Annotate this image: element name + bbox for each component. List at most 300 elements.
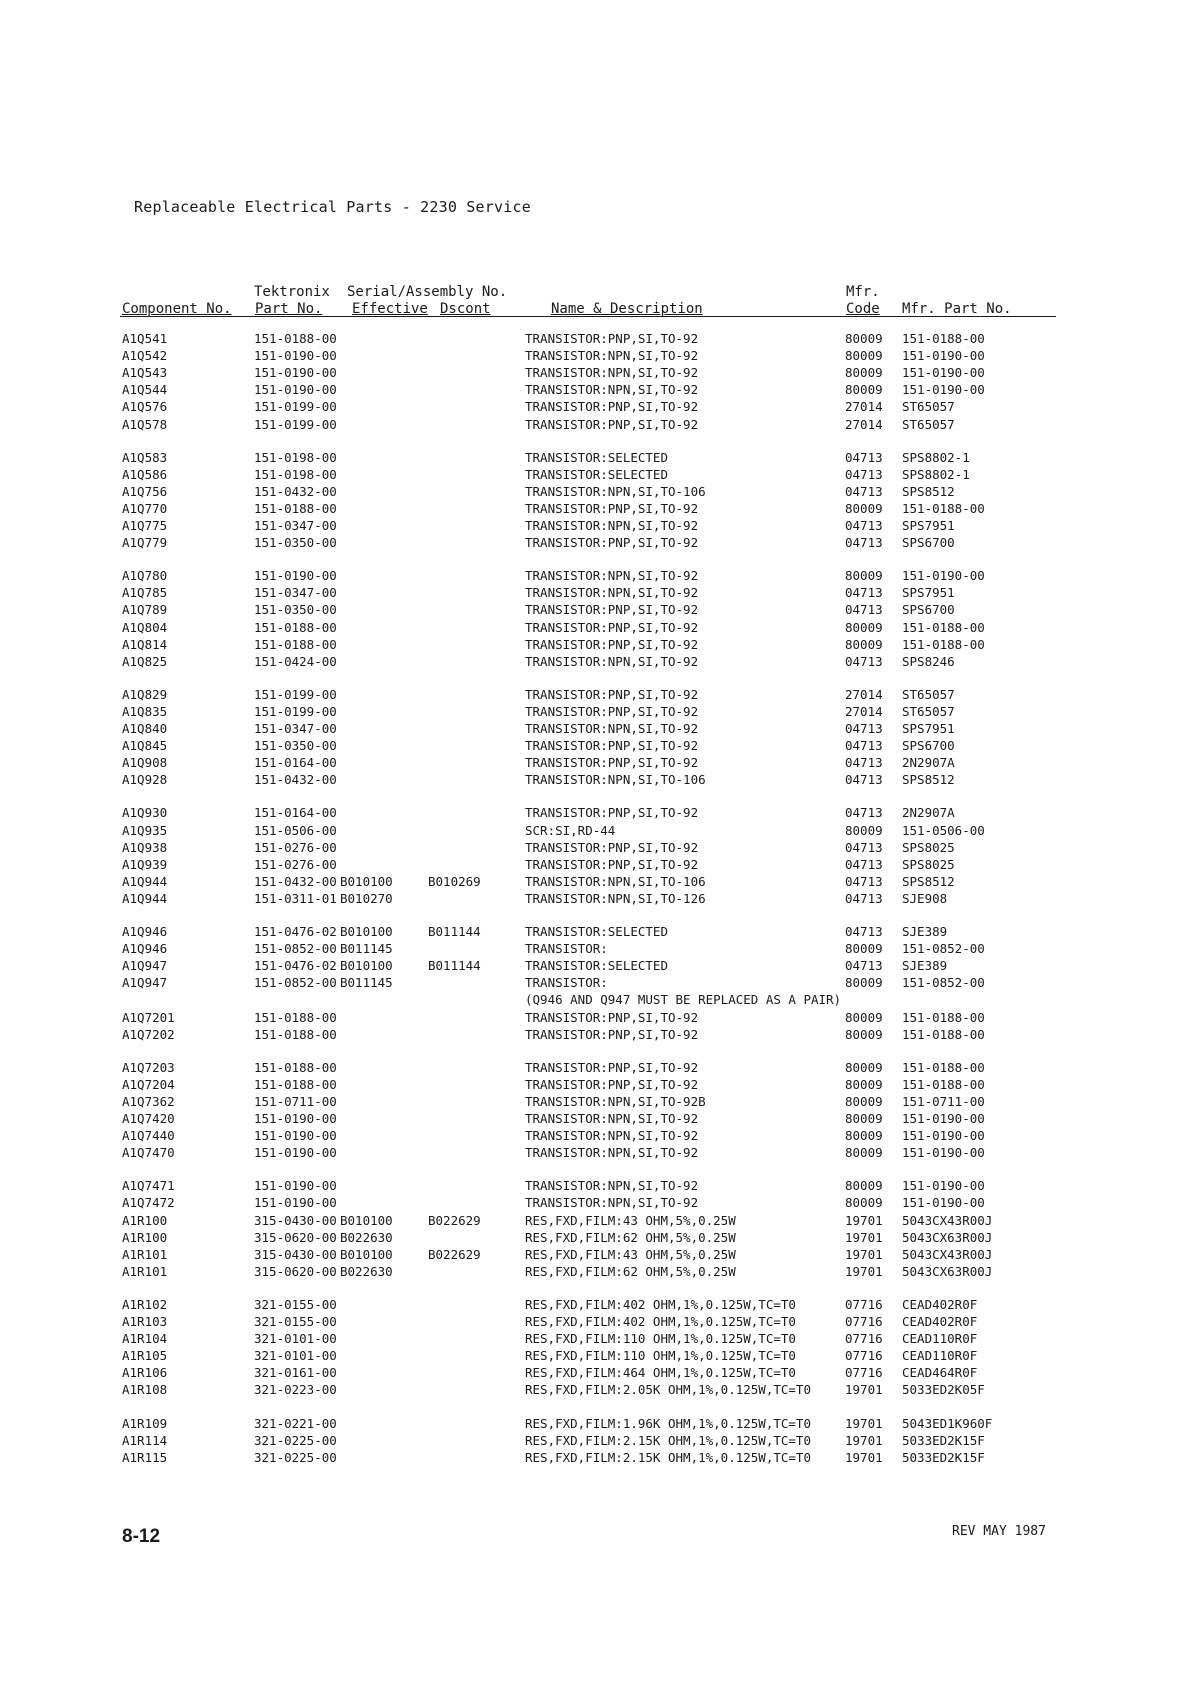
cell-mfr-code: 80009 (845, 1128, 883, 1144)
cell-part-no: 151-0190-00 (254, 348, 337, 364)
cell-mfr-code: 07716 (845, 1314, 883, 1329)
cell-description: TRANSISTOR:PNP,SI,TO-92 (525, 1026, 699, 1042)
cell-part-no: 151-0190-00 (254, 1178, 337, 1194)
cell-component-no: A1Q7203 (122, 1059, 175, 1075)
cell-description: TRANSISTOR:PNP,SI,TO-92 (525, 602, 699, 618)
cell-mfr-part-no: SPS8025 (902, 839, 955, 855)
cell-mfr-part-no: SPS6700 (902, 535, 955, 551)
table-row (0, 1347, 1190, 1364)
cell-component-no: A1R101 (122, 1246, 168, 1262)
cell-description: TRANSISTOR:NPN,SI,TO-92 (525, 1178, 699, 1194)
cell-part-no: 151-0190-00 (254, 1145, 337, 1161)
cell-description: RES,FXD,FILM:110 OHM,1%,0.125W,TC=T0 (525, 1331, 796, 1347)
cell-mfr-code: 04713 (845, 890, 883, 906)
cell-discontinued-serial: B022629 (428, 1212, 481, 1228)
header-code: Code (846, 301, 880, 317)
cell-part-no: 321-0225-00 (254, 1449, 337, 1465)
cell-part-no: 315-0620-00 (254, 1229, 337, 1245)
cell-component-no: A1Q944 (122, 873, 168, 889)
table-row (0, 601, 1190, 618)
cell-description: TRANSISTOR:PNP,SI,TO-92 (525, 703, 699, 719)
table-row (0, 584, 1190, 601)
cell-mfr-part-no: 151-0190-00 (902, 365, 985, 381)
table-row (0, 1381, 1190, 1398)
cell-part-no: 151-0432-00 (254, 873, 337, 889)
table-row (0, 1059, 1190, 1076)
table-row (0, 940, 1190, 957)
cell-mfr-part-no: ST65057 (902, 686, 955, 702)
table-row (0, 873, 1190, 890)
cell-part-no: 151-0199-00 (254, 399, 337, 415)
cell-mfr-code: 80009 (845, 365, 883, 381)
header-mfr: Mfr. (846, 284, 880, 300)
cell-part-no: 151-0190-00 (254, 1195, 337, 1211)
table-row (0, 1364, 1190, 1381)
cell-mfr-code: 27014 (845, 399, 883, 415)
cell-mfr-code: 80009 (845, 1178, 883, 1194)
cell-discontinued-serial: B010269 (428, 873, 481, 889)
cell-component-no: A1R106 (122, 1365, 168, 1381)
table-row (0, 1415, 1190, 1432)
cell-mfr-code: 80009 (845, 568, 883, 584)
cell-description: TRANSISTOR:PNP,SI,TO-92 (525, 738, 699, 754)
cell-component-no: A1Q541 (122, 331, 168, 346)
cell-component-no: A1Q7470 (122, 1145, 175, 1161)
table-row (0, 1110, 1190, 1127)
header-name-description: Name & Description (551, 301, 703, 317)
cell-mfr-code: 80009 (845, 1195, 883, 1211)
header-effective: Effective (352, 301, 428, 317)
cell-mfr-part-no: 2N2907A (902, 805, 955, 821)
cell-mfr-code: 80009 (845, 1059, 883, 1075)
cell-component-no: A1Q7440 (122, 1128, 175, 1144)
cell-mfr-part-no: 2N2907A (902, 755, 955, 771)
cell-description: TRANSISTOR:NPN,SI,TO-92 (525, 585, 699, 601)
cell-description: TRANSISTOR:NPN,SI,TO-106 (525, 772, 706, 788)
cell-part-no: 321-0223-00 (254, 1382, 337, 1398)
table-row (0, 771, 1190, 788)
table-row (0, 1093, 1190, 1110)
cell-description: TRANSISTOR:PNP,SI,TO-92 (525, 636, 699, 652)
table-row (0, 923, 1190, 940)
cell-mfr-part-no: SPS8512 (902, 483, 955, 499)
cell-mfr-code: 04713 (845, 585, 883, 601)
table-row (0, 1246, 1190, 1263)
table-row (0, 822, 1190, 839)
cell-mfr-part-no: 151-0190-00 (902, 1178, 985, 1194)
table-row (0, 754, 1190, 771)
cell-description: TRANSISTOR:NPN,SI,TO-106 (525, 873, 706, 889)
table-row (0, 636, 1190, 653)
cell-part-no: 151-0852-00 (254, 975, 337, 991)
cell-mfr-part-no: 151-0190-00 (902, 1128, 985, 1144)
cell-component-no: A1Q789 (122, 602, 168, 618)
cell-mfr-part-no: SPS8802-1 (902, 449, 970, 465)
cell-mfr-part-no: SPS7951 (902, 518, 955, 533)
cell-effective-serial: B010100 (340, 924, 393, 939)
cell-component-no: A1Q946 (122, 924, 168, 939)
cell-mfr-part-no: CEAD464R0F (902, 1365, 978, 1381)
cell-mfr-part-no: SPS8512 (902, 873, 955, 889)
cell-description: TRANSISTOR:NPN,SI,TO-92 (525, 518, 699, 533)
cell-part-no: 151-0199-00 (254, 416, 337, 432)
cell-mfr-part-no: 5043CX63R00J (902, 1263, 993, 1279)
cell-effective-serial: B010100 (340, 873, 393, 889)
table-row (0, 1296, 1190, 1313)
cell-part-no: 151-0188-00 (254, 331, 337, 346)
cell-mfr-part-no: 151-0188-00 (902, 1026, 985, 1042)
cell-description: TRANSISTOR:NPN,SI,TO-92 (525, 348, 699, 364)
cell-description: TRANSISTOR:NPN,SI,TO-92 (525, 653, 699, 669)
cell-mfr-code: 07716 (845, 1365, 883, 1381)
cell-mfr-code: 27014 (845, 416, 883, 432)
cell-part-no: 151-0188-00 (254, 500, 337, 516)
cell-mfr-code: 80009 (845, 382, 883, 398)
cell-component-no: A1Q7202 (122, 1026, 175, 1042)
table-row (0, 449, 1190, 466)
cell-description: RES,FXD,FILM:110 OHM,1%,0.125W,TC=T0 (525, 1348, 796, 1364)
table-row (0, 619, 1190, 636)
cell-mfr-code: 04713 (845, 602, 883, 618)
cell-component-no: A1Q840 (122, 721, 168, 736)
cell-description: TRANSISTOR:SELECTED (525, 449, 668, 465)
cell-part-no: 151-0190-00 (254, 365, 337, 381)
cell-mfr-part-no: 151-0188-00 (902, 331, 985, 346)
table-row (0, 1330, 1190, 1347)
cell-effective-serial: B022630 (340, 1263, 393, 1279)
cell-part-no: 151-0188-00 (254, 1059, 337, 1075)
cell-mfr-code: 19701 (845, 1415, 883, 1431)
cell-description: TRANSISTOR:PNP,SI,TO-92 (525, 839, 699, 855)
cell-part-no: 151-0276-00 (254, 839, 337, 855)
cell-effective-serial: B010270 (340, 890, 393, 906)
cell-component-no: A1Q756 (122, 483, 168, 499)
header-serial-assembly: Serial/Assembly No. (347, 284, 508, 300)
cell-description: RES,FXD,FILM:2.15K OHM,1%,0.125W,TC=T0 (525, 1449, 811, 1465)
table-row (0, 991, 1190, 1008)
cell-mfr-code: 04713 (845, 535, 883, 551)
cell-component-no: A1Q586 (122, 466, 168, 482)
cell-component-no: A1Q576 (122, 399, 168, 415)
cell-component-no: A1R108 (122, 1382, 168, 1398)
table-row (0, 330, 1190, 347)
cell-component-no: A1Q578 (122, 416, 168, 432)
cell-part-no: 151-0199-00 (254, 686, 337, 702)
cell-mfr-code: 04713 (845, 805, 883, 821)
cell-mfr-code: 19701 (845, 1212, 883, 1228)
cell-part-no: 151-0164-00 (254, 755, 337, 771)
cell-mfr-code: 27014 (845, 686, 883, 702)
cell-component-no: A1Q935 (122, 822, 168, 838)
cell-mfr-code: 80009 (845, 1026, 883, 1042)
table-row (0, 500, 1190, 517)
cell-mfr-part-no: 5043ED1K960F (902, 1415, 993, 1431)
cell-part-no: 151-0350-00 (254, 602, 337, 618)
cell-mfr-part-no: SPS7951 (902, 585, 955, 601)
cell-part-no: 151-0432-00 (254, 772, 337, 788)
cell-mfr-part-no: 5033ED2K15F (902, 1432, 985, 1448)
cell-mfr-code: 04713 (845, 873, 883, 889)
cell-description: TRANSISTOR:PNP,SI,TO-92 (525, 755, 699, 771)
cell-component-no: A1Q947 (122, 975, 168, 991)
cell-component-no: A1Q7201 (122, 1009, 175, 1025)
cell-component-no: A1Q825 (122, 653, 168, 669)
cell-mfr-code: 04713 (845, 466, 883, 482)
table-row (0, 686, 1190, 703)
cell-mfr-part-no: 151-0190-00 (902, 348, 985, 364)
cell-description: RES,FXD,FILM:62 OHM,5%,0.25W (525, 1229, 736, 1245)
cell-component-no: A1R102 (122, 1296, 168, 1312)
cell-mfr-code: 04713 (845, 738, 883, 754)
cell-description: SCR:SI,RD-44 (525, 822, 616, 838)
cell-effective-serial: B011145 (340, 975, 393, 991)
cell-component-no: A1Q939 (122, 856, 168, 872)
cell-description: TRANSISTOR:PNP,SI,TO-92 (525, 1059, 699, 1075)
cell-mfr-part-no: 151-0188-00 (902, 619, 985, 635)
cell-description: RES,FXD,FILM:43 OHM,5%,0.25W (525, 1212, 736, 1228)
cell-part-no: 151-0276-00 (254, 856, 337, 872)
cell-mfr-part-no: SPS8025 (902, 856, 955, 872)
cell-description: TRANSISTOR:SELECTED (525, 466, 668, 482)
table-row (0, 483, 1190, 500)
header-component-no: Component No. (122, 301, 232, 317)
table-row (0, 839, 1190, 856)
table-row (0, 381, 1190, 398)
cell-mfr-code: 07716 (845, 1348, 883, 1364)
cell-mfr-code: 80009 (845, 1093, 883, 1109)
cell-description: TRANSISTOR:PNP,SI,TO-92 (525, 535, 699, 551)
cell-description: TRANSISTOR:NPN,SI,TO-92B (525, 1093, 706, 1109)
table-row (0, 1449, 1190, 1466)
table-row (0, 957, 1190, 974)
cell-part-no: 151-0190-00 (254, 1128, 337, 1144)
table-row (0, 398, 1190, 415)
cell-part-no: 151-0188-00 (254, 1026, 337, 1042)
cell-mfr-part-no: 151-0190-00 (902, 1145, 985, 1161)
cell-part-no: 151-0190-00 (254, 1111, 337, 1126)
cell-mfr-code: 19701 (845, 1382, 883, 1398)
cell-part-no: 315-0620-00 (254, 1263, 337, 1279)
cell-mfr-part-no: 151-0188-00 (902, 1059, 985, 1075)
cell-mfr-code: 80009 (845, 500, 883, 516)
cell-mfr-code: 27014 (845, 703, 883, 719)
cell-mfr-code: 04713 (845, 856, 883, 872)
cell-mfr-part-no: 151-0506-00 (902, 822, 985, 838)
cell-description: TRANSISTOR:PNP,SI,TO-92 (525, 805, 699, 821)
table-row (0, 1076, 1190, 1093)
cell-component-no: A1Q928 (122, 772, 168, 788)
cell-part-no: 151-0198-00 (254, 449, 337, 465)
cell-mfr-code: 80009 (845, 619, 883, 635)
cell-mfr-part-no: 151-0711-00 (902, 1093, 985, 1109)
cell-mfr-part-no: CEAD110R0F (902, 1331, 978, 1347)
cell-description: RES,FXD,FILM:62 OHM,5%,0.25W (525, 1263, 736, 1279)
cell-part-no: 321-0155-00 (254, 1296, 337, 1312)
table-row (0, 1009, 1190, 1026)
cell-mfr-part-no: 151-0188-00 (902, 500, 985, 516)
header-dscont: Dscont (440, 301, 491, 317)
cell-part-no: 151-0711-00 (254, 1093, 337, 1109)
cell-mfr-part-no: 151-0188-00 (902, 1076, 985, 1092)
cell-effective-serial: B022630 (340, 1229, 393, 1245)
cell-description: RES,FXD,FILM:2.15K OHM,1%,0.125W,TC=T0 (525, 1432, 811, 1448)
cell-mfr-part-no: SPS8802-1 (902, 466, 970, 482)
cell-mfr-part-no: SPS8246 (902, 653, 955, 669)
cell-description: TRANSISTOR:PNP,SI,TO-92 (525, 500, 699, 516)
cell-mfr-code: 80009 (845, 331, 883, 346)
table-row (0, 567, 1190, 584)
cell-part-no: 151-0199-00 (254, 703, 337, 719)
cell-mfr-code: 19701 (845, 1449, 883, 1465)
cell-component-no: A1Q770 (122, 500, 168, 516)
cell-component-no: A1Q835 (122, 703, 168, 719)
cell-description: TRANSISTOR:NPN,SI,TO-92 (525, 1195, 699, 1211)
cell-description: RES,FXD,FILM:2.05K OHM,1%,0.125W,TC=T0 (525, 1382, 811, 1398)
table-row (0, 1212, 1190, 1229)
cell-mfr-part-no: 151-0852-00 (902, 975, 985, 991)
page-title: Replaceable Electrical Parts - 2230 Service (134, 198, 531, 216)
cell-component-no: A1R104 (122, 1331, 168, 1347)
cell-mfr-code: 19701 (845, 1263, 883, 1279)
cell-component-no: A1R115 (122, 1449, 168, 1465)
cell-mfr-part-no: 151-0190-00 (902, 568, 985, 584)
cell-description: TRANSISTOR:NPN,SI,TO-92 (525, 721, 699, 736)
table-row (0, 534, 1190, 551)
cell-component-no: A1Q908 (122, 755, 168, 771)
cell-component-no: A1Q543 (122, 365, 168, 381)
cell-description: TRANSISTOR: (525, 975, 608, 991)
cell-description: RES,FXD,FILM:402 OHM,1%,0.125W,TC=T0 (525, 1296, 796, 1312)
cell-mfr-part-no: 5043CX43R00J (902, 1212, 993, 1228)
cell-component-no: A1Q829 (122, 686, 168, 702)
cell-mfr-code: 80009 (845, 975, 883, 991)
cell-mfr-part-no: 151-0190-00 (902, 1111, 985, 1126)
table-row (0, 890, 1190, 907)
table-row (0, 1127, 1190, 1144)
cell-mfr-part-no: ST65057 (902, 399, 955, 415)
cell-part-no: 315-0430-00 (254, 1246, 337, 1262)
cell-part-no: 151-0424-00 (254, 653, 337, 669)
cell-component-no: A1Q775 (122, 518, 168, 533)
cell-part-no: 151-0347-00 (254, 585, 337, 601)
table-row (0, 364, 1190, 381)
cell-part-no: 151-0476-02 (254, 924, 337, 939)
cell-mfr-code: 80009 (845, 822, 883, 838)
cell-part-no: 151-0188-00 (254, 619, 337, 635)
table-row (0, 347, 1190, 364)
cell-component-no: A1Q944 (122, 890, 168, 906)
cell-discontinued-serial: B011144 (428, 924, 481, 939)
cell-description: RES,FXD,FILM:43 OHM,5%,0.25W (525, 1246, 736, 1262)
cell-part-no: 321-0221-00 (254, 1415, 337, 1431)
cell-part-no: 151-0506-00 (254, 822, 337, 838)
header-mfr-part-no: Mfr. Part No. (902, 301, 1012, 317)
cell-mfr-code: 04713 (845, 653, 883, 669)
cell-mfr-code: 04713 (845, 721, 883, 736)
cell-mfr-code: 80009 (845, 1111, 883, 1126)
table-row (0, 804, 1190, 821)
cell-part-no: 151-0188-00 (254, 636, 337, 652)
cell-effective-serial: B010100 (340, 1212, 393, 1228)
cell-component-no: A1Q785 (122, 585, 168, 601)
cell-mfr-part-no: SJE389 (902, 924, 948, 939)
cell-component-no: A1Q845 (122, 738, 168, 754)
cell-part-no: 151-0350-00 (254, 738, 337, 754)
cell-mfr-code: 04713 (845, 924, 883, 939)
cell-mfr-part-no: ST65057 (902, 703, 955, 719)
cell-component-no: A1Q7471 (122, 1178, 175, 1194)
cell-mfr-part-no: 5033ED2K15F (902, 1449, 985, 1465)
cell-effective-serial: B010100 (340, 1246, 393, 1262)
cell-part-no: 321-0101-00 (254, 1331, 337, 1347)
table-row (0, 1432, 1190, 1449)
cell-mfr-part-no: 5033ED2K05F (902, 1382, 985, 1398)
cell-mfr-part-no: 151-0190-00 (902, 382, 985, 398)
cell-mfr-code: 04713 (845, 449, 883, 465)
cell-part-no: 151-0347-00 (254, 518, 337, 533)
cell-description: TRANSISTOR:PNP,SI,TO-92 (525, 331, 699, 346)
cell-description: TRANSISTOR:NPN,SI,TO-92 (525, 382, 699, 398)
cell-component-no: A1Q542 (122, 348, 168, 364)
cell-description: RES,FXD,FILM:1.96K OHM,1%,0.125W,TC=T0 (525, 1415, 811, 1431)
cell-mfr-part-no: SJE908 (902, 890, 948, 906)
cell-mfr-code: 80009 (845, 348, 883, 364)
cell-mfr-code: 04713 (845, 839, 883, 855)
table-row (0, 1229, 1190, 1246)
cell-effective-serial: B010100 (340, 958, 393, 974)
table-row (0, 1177, 1190, 1194)
cell-part-no: 321-0161-00 (254, 1365, 337, 1381)
cell-part-no: 321-0101-00 (254, 1348, 337, 1364)
cell-mfr-part-no: 5043CX43R00J (902, 1246, 993, 1262)
cell-component-no: A1Q947 (122, 958, 168, 974)
cell-component-no: A1Q804 (122, 619, 168, 635)
cell-component-no: A1Q930 (122, 805, 168, 821)
cell-mfr-code: 07716 (845, 1331, 883, 1347)
cell-mfr-code: 80009 (845, 636, 883, 652)
cell-part-no: 151-0347-00 (254, 721, 337, 736)
table-row (0, 416, 1190, 433)
table-row (0, 466, 1190, 483)
cell-part-no: 151-0190-00 (254, 382, 337, 398)
cell-component-no: A1R105 (122, 1348, 168, 1364)
cell-component-no: A1R100 (122, 1212, 168, 1228)
cell-mfr-part-no: SPS6700 (902, 738, 955, 754)
cell-component-no: A1Q780 (122, 568, 168, 584)
cell-description: TRANSISTOR:NPN,SI,TO-126 (525, 890, 706, 906)
cell-mfr-code: 19701 (845, 1246, 883, 1262)
cell-part-no: 315-0430-00 (254, 1212, 337, 1228)
cell-part-no: 151-0188-00 (254, 1076, 337, 1092)
cell-description: TRANSISTOR:PNP,SI,TO-92 (525, 686, 699, 702)
cell-description: TRANSISTOR:NPN,SI,TO-92 (525, 365, 699, 381)
cell-description: TRANSISTOR:SELECTED (525, 924, 668, 939)
cell-mfr-part-no: SPS8512 (902, 772, 955, 788)
cell-mfr-part-no: SJE389 (902, 958, 948, 974)
cell-mfr-code: 04713 (845, 755, 883, 771)
cell-description: TRANSISTOR:NPN,SI,TO-92 (525, 1111, 699, 1126)
cell-component-no: A1R101 (122, 1263, 168, 1279)
cell-part-no: 151-0311-01 (254, 890, 337, 906)
table-row (0, 1194, 1190, 1211)
cell-description: TRANSISTOR:PNP,SI,TO-92 (525, 619, 699, 635)
cell-part-no: 151-0198-00 (254, 466, 337, 482)
cell-mfr-code: 80009 (845, 1009, 883, 1025)
cell-mfr-part-no: 151-0190-00 (902, 1195, 985, 1211)
cell-mfr-part-no: CEAD110R0F (902, 1348, 978, 1364)
table-row (0, 720, 1190, 737)
cell-description: TRANSISTOR:PNP,SI,TO-92 (525, 1009, 699, 1025)
